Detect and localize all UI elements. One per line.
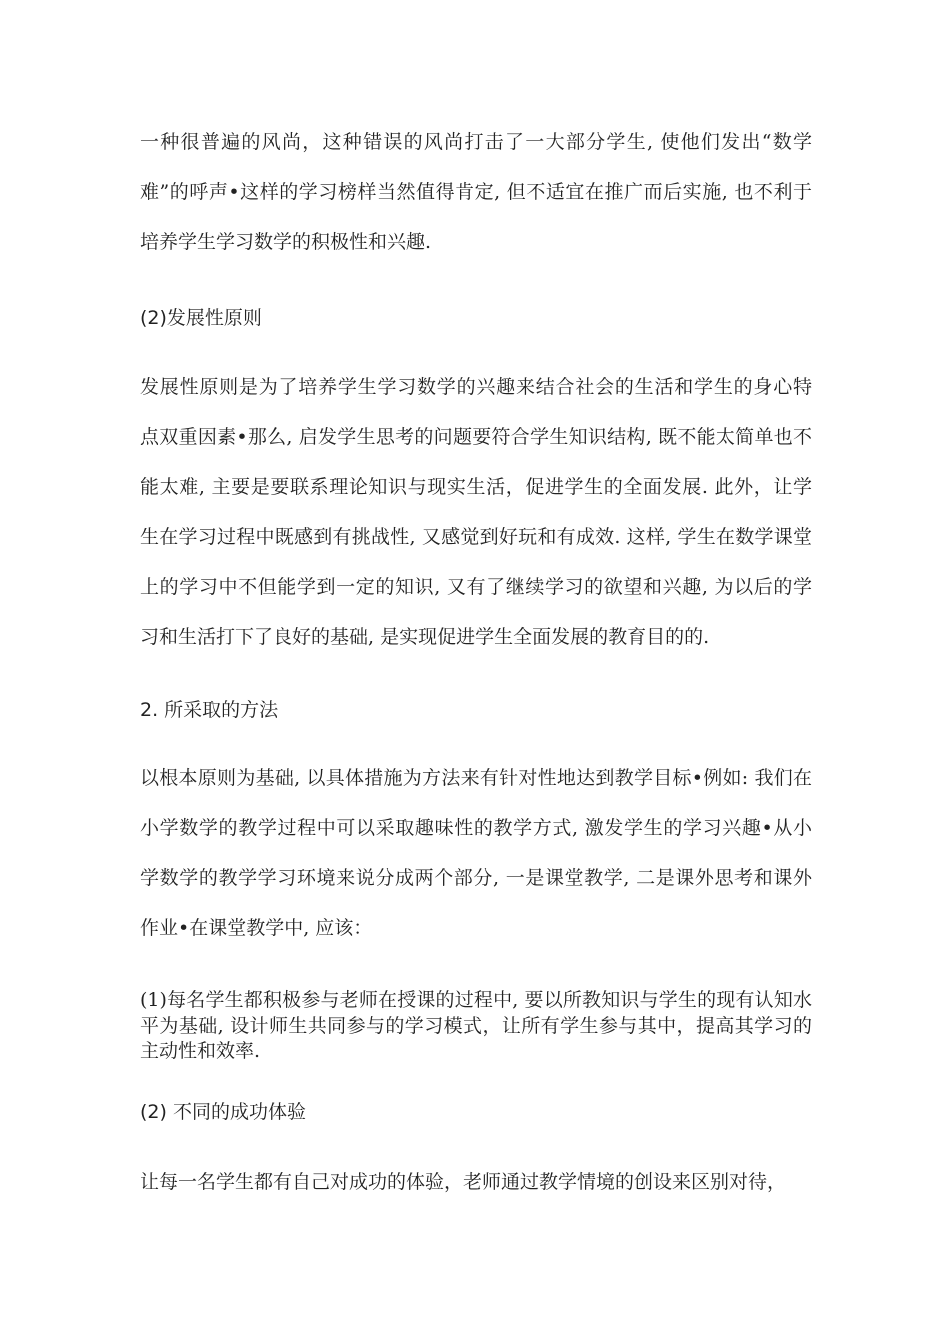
text-line: (1)每名学生都积极参与老师在授课的过程中, 要以所教知识与学生的现有认知水 <box>140 989 812 1011</box>
text-line: 发展性原则是为了培养学生学习数学的兴趣来结合社会的生活和学生的身心特 <box>140 376 812 398</box>
text-line: 能太难, 主要是要联系理论知识与现实生活，促进学生的全面发展. 此外，让学 <box>140 476 812 498</box>
text-line: 小学数学的教学过程中可以采取趣味性的教学方式, 激发学生的学习兴趣•从小 <box>140 817 812 839</box>
section-heading: (2)发展性原则 <box>140 307 262 329</box>
document-page <box>140 0 812 1344</box>
text-line: 上的学习中不但能学到一定的知识, 又有了继续学习的欲望和兴趣, 为以后的学 <box>140 576 812 598</box>
section-heading: 2. 所采取的方法 <box>140 699 279 721</box>
text-line: 难”的呼声•这样的学习榜样当然值得肯定, 但不适宜在推广而后实施, 也不利于 <box>140 181 812 203</box>
text-line: 点双重因素•那么, 启发学生思考的问题要符合学生知识结构, 既不能太简单也不 <box>140 426 812 448</box>
text-line: 学数学的教学学习环境来说分成两个部分, 一是课堂教学, 二是课外思考和课外 <box>140 867 812 889</box>
text-line: 以根本原则为基础, 以具体措施为方法来有针对性地达到教学目标•例如: 我们在 <box>140 767 812 789</box>
text-line: 作业•在课堂教学中, 应该： <box>140 917 373 939</box>
text-line: 主动性和效率. <box>140 1040 261 1062</box>
text-line: 习和生活打下了良好的基础, 是实现促进学生全面发展的教育目的的. <box>140 626 710 648</box>
text-line: 平为基础, 设计师生共同参与的学习模式，让所有学生参与其中，提高其学习的 <box>140 1015 812 1037</box>
section-heading: (2) 不同的成功体验 <box>140 1101 306 1123</box>
text-line: 一种很普遍的风尚，这种错误的风尚打击了一大部分学生, 使他们发出“数学 <box>140 131 812 153</box>
text-line: 让每一名学生都有自己对成功的体验，老师通过教学情境的创设来区别对待， <box>140 1171 787 1193</box>
text-line: 生在学习过程中既感到有挑战性, 又感觉到好玩和有成效. 这样, 学生在数学课堂 <box>140 526 812 548</box>
text-line: 培养学生学习数学的积极性和兴趣. <box>140 231 432 253</box>
